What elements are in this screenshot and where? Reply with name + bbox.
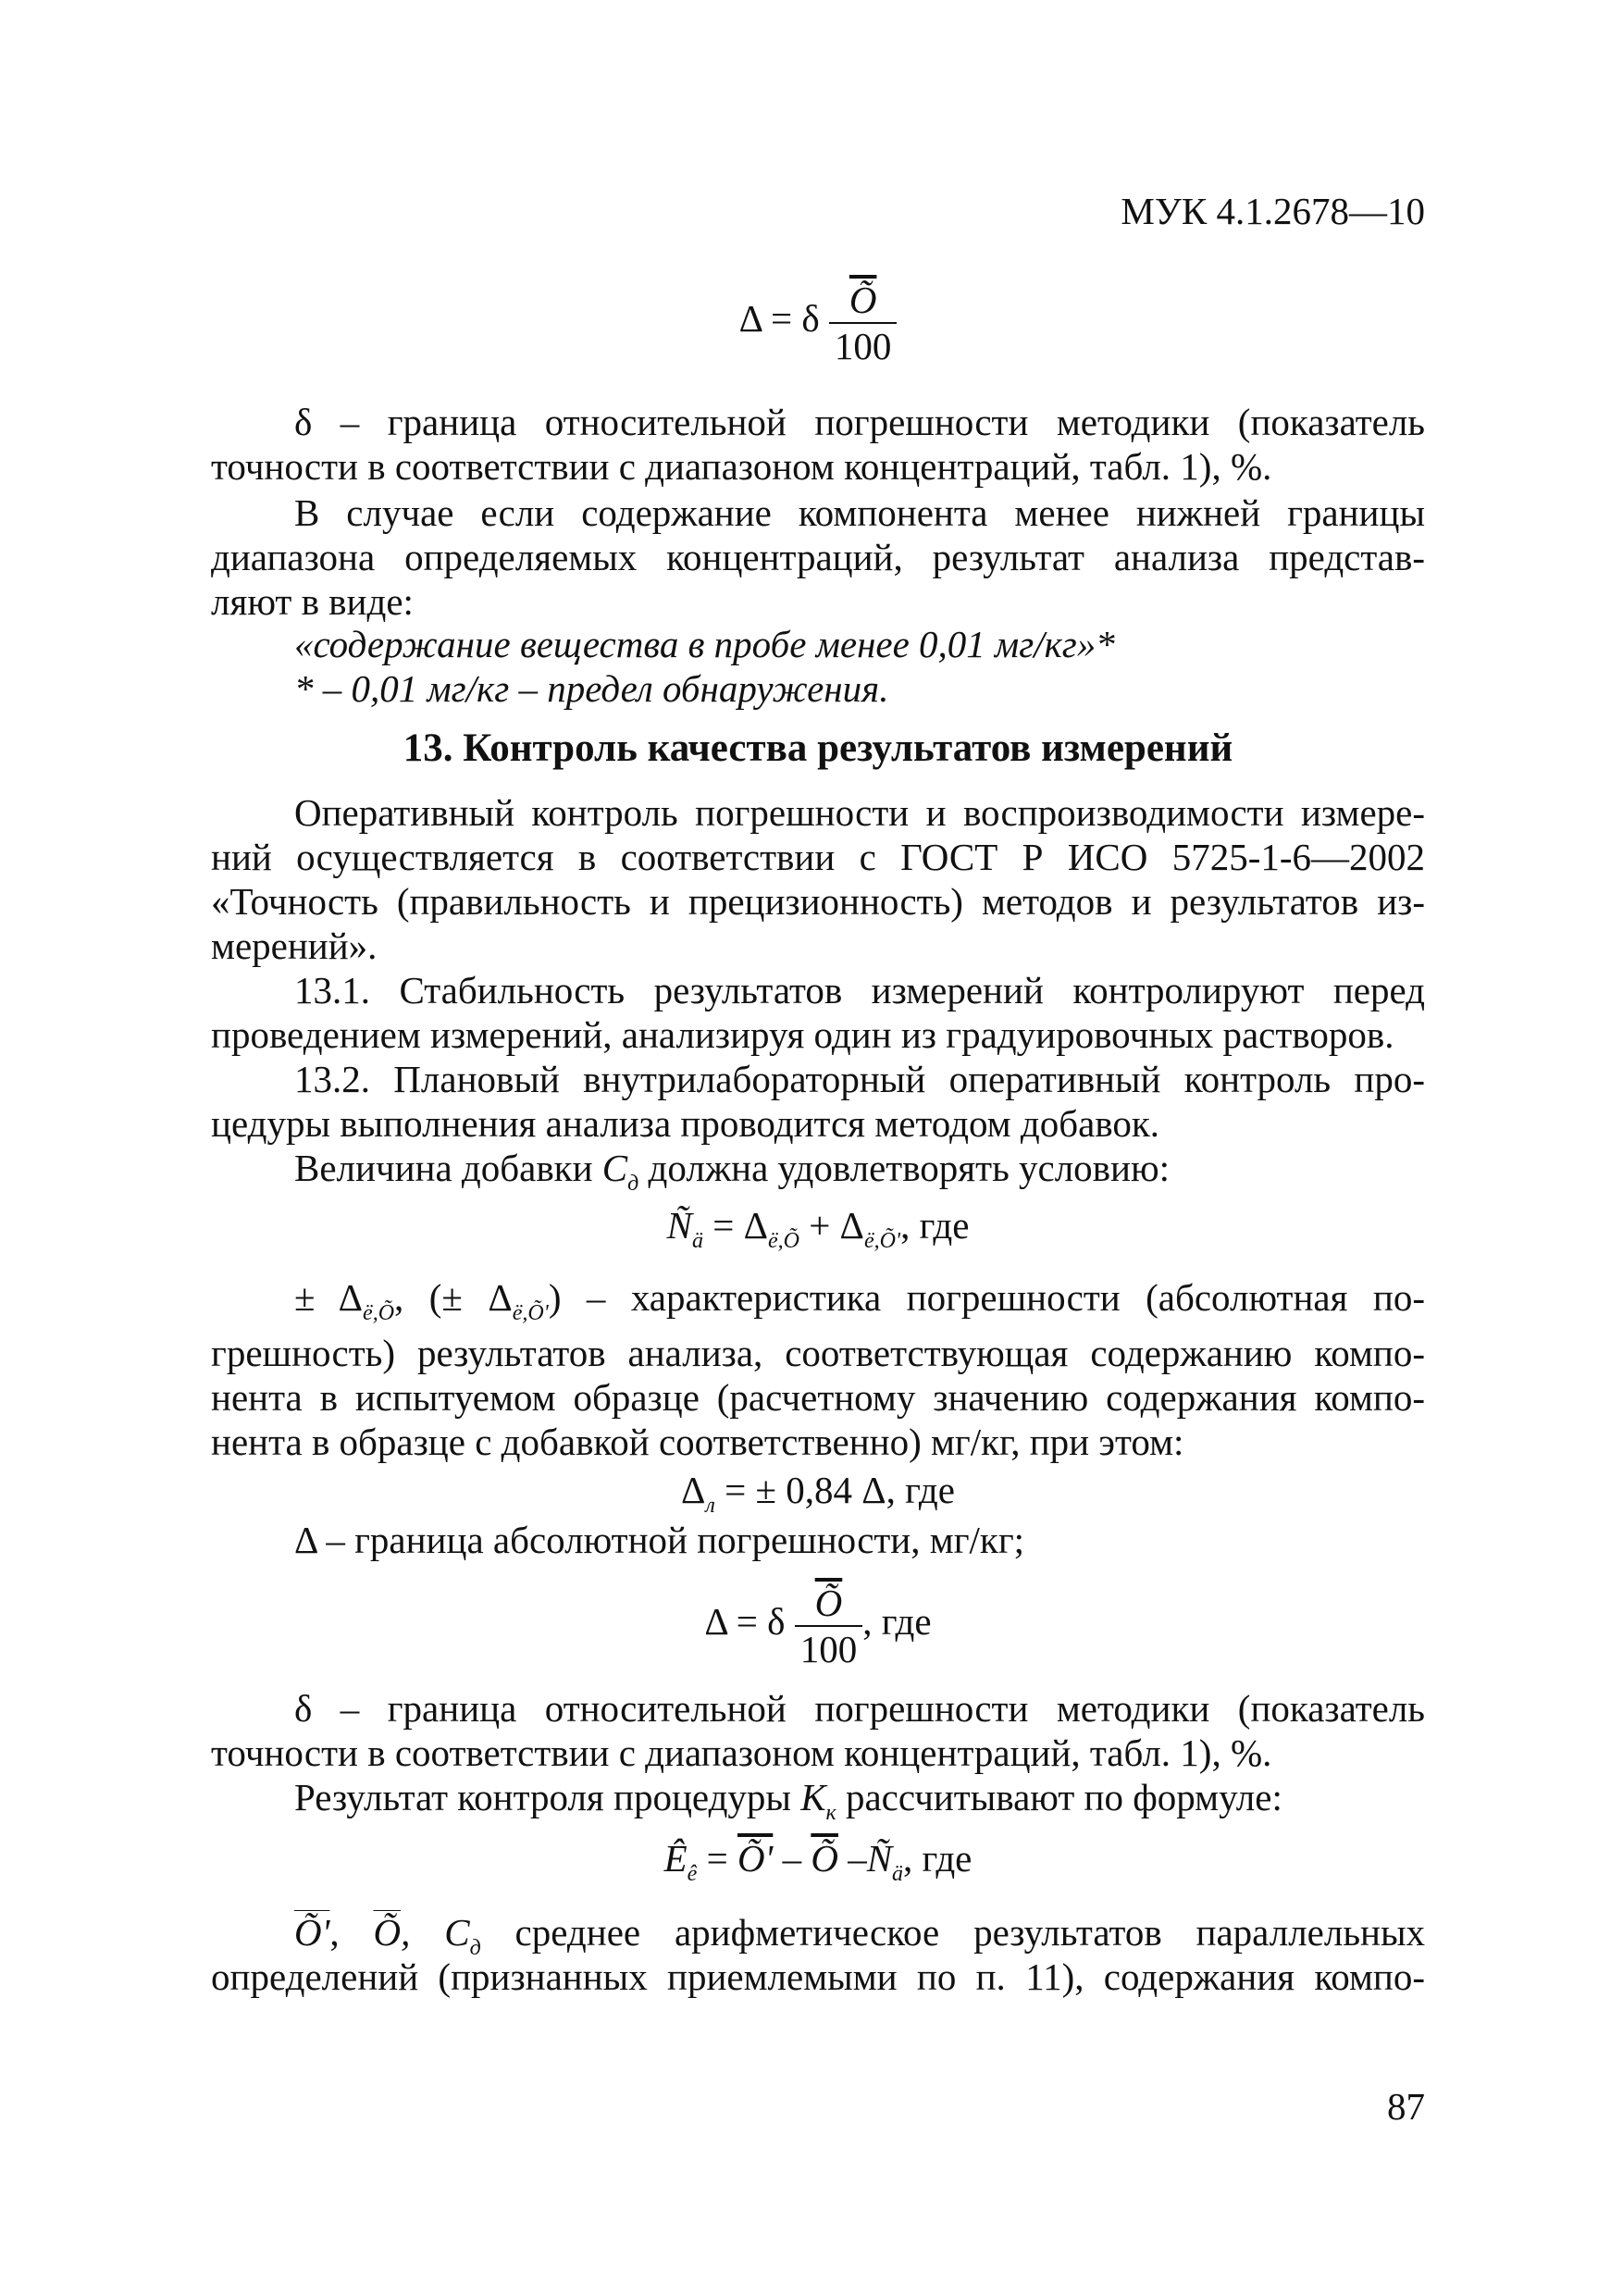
paragraph-mean-line-2: определений (признанных приемлемыми по п. 11), содержания компо- (211, 1955, 1425, 1998)
char-mid: , (± Δ (394, 1276, 513, 1319)
char-mid-subscript: ë,Õ' (512, 1301, 549, 1325)
symbol-subscript: д (627, 1172, 639, 1196)
paragraph-characteristic-line-1 (294, 1275, 1425, 1335)
paragraph-control-line-4: мерений». (211, 925, 378, 967)
paragraph-additive (294, 1146, 1170, 1206)
fraction (795, 1581, 863, 1671)
formula-rhs: = ± 0,84 Δ, где (714, 1469, 955, 1511)
formula-lhs: Δ = δ (738, 297, 820, 340)
formula-lhs: Δ (681, 1469, 706, 1511)
formula-lhs: Ê (663, 1837, 688, 1880)
quote-line-1: «содержание вещества в пробе менее 0,01 мг/кг»* (294, 623, 1115, 665)
formula-tail: , где (862, 1600, 932, 1643)
formula-additive-condition (211, 1203, 1425, 1263)
fraction (829, 278, 898, 368)
paragraph-case-line-2: диапазона определяемых концентраций, результат анализа представ- (211, 536, 1425, 578)
paragraph-characteristic-line-2: грешность) результатов анализа, соответствующая содержанию компо- (211, 1332, 1425, 1374)
additive-prefix: Величина добавки (294, 1147, 593, 1189)
formula-term-2: $\overline{Õ}$ (811, 1837, 838, 1880)
paragraph-case-line-3: ляют в виде: (211, 580, 414, 623)
fraction-denominator: 100 (795, 1625, 863, 1671)
mean-symbol-2: $\overline{Õ}$ (373, 1911, 402, 1954)
symbol-k: К (800, 1776, 826, 1818)
paragraph-delta-line-2: точности в соответствии с диапазоном концентраций, табл. 1), %. (211, 445, 1272, 488)
paragraph-characteristic-line-4: нента в образце с добавкой соответственно) мг/кг, при этом: (211, 1421, 1184, 1463)
paragraph-control-line-2: ний осуществляется в соответствии с ГОСТ Р ИСО 5725-1-6—2002 (211, 836, 1425, 878)
formula-delta-relative (211, 274, 1425, 368)
mean-symbol-3-subscript: д (469, 1936, 481, 1960)
paragraph-case-line-1: В случае если содержание компонента менее нижней границы (294, 491, 1425, 534)
paragraph-13-2-line-2: цедуры выполнения анализа проводится методом добавок. (211, 1102, 1160, 1145)
paragraph-13-1-line-1: 13.1. Стабильность результатов измерений контролируют перед (294, 969, 1425, 1011)
paragraph-absolute-error: Δ – граница абсолютной погрешности, мг/кг; (294, 1519, 1025, 1561)
formula-tail: , где (900, 1204, 970, 1247)
formula-equals-delta: = Δ (702, 1204, 768, 1247)
mean-symbol-1: Õ' (294, 1911, 330, 1954)
quote-line-2: * – 0,01 мг/кг – предел обнаружения. (294, 667, 889, 710)
mean-rest: среднее арифметическое результатов параллельных (480, 1911, 1425, 1954)
mean-symbol-3: , C (401, 1911, 470, 1954)
paragraph-characteristic-line-3: нента в испытуемом образце (расчетному значению содержания компо- (211, 1376, 1425, 1419)
symbol-subscript: к (825, 1801, 836, 1825)
fraction-numerator: $\overline{Õ}$ (849, 278, 877, 321)
result-prefix: Результат контроля процедуры (294, 1776, 791, 1818)
mean-separator: , (329, 1911, 374, 1954)
formula-control-result (211, 1836, 1425, 1896)
paragraph-delta2-line-1: δ – граница относительной погрешности методики (показатель (294, 1687, 1425, 1730)
paragraph-delta-line-1: δ – граница относительной погрешности методики (показатель (294, 401, 1425, 443)
formula-minus: – (773, 1837, 812, 1880)
result-suffix: рассчитывают по формуле: (845, 1776, 1282, 1818)
formula-lhs-subscript: ê (687, 1862, 698, 1886)
paragraph-control-line-3: «Точность (правильность и прецизионность) методов и результатов из- (211, 880, 1425, 923)
char-lead: ± Δ (294, 1276, 364, 1319)
formula-term-1: Õ' (737, 1837, 774, 1880)
char-rest: ) – характеристика погрешности (абсолютная по- (548, 1276, 1425, 1319)
formula-term-3: –Ñ (837, 1837, 893, 1880)
formula-lhs-subscript: ä (691, 1229, 703, 1253)
additive-symbol (601, 1147, 639, 1196)
document-code-header: МУК 4.1.2678—10 (1121, 190, 1425, 232)
formula-term-3-subscript: ä (892, 1862, 904, 1886)
paragraph-13-2-line-1: 13.2. Плановый внутрилабораторный оперативный контроль про- (294, 1058, 1425, 1100)
char-lead-subscript: ë,Õ (363, 1301, 395, 1325)
formula-subscript-2: ë,Õ' (863, 1229, 901, 1253)
formula-equals: = (697, 1837, 737, 1880)
fraction-numerator: $\overline{Õ}$ (814, 1581, 843, 1624)
formula-lhs-subscript: л (705, 1494, 715, 1518)
paragraph-delta2-line-2: точности в соответствии с диапазоном концентраций, табл. 1), %. (211, 1731, 1272, 1774)
paragraph-result (294, 1775, 1282, 1835)
symbol-c: C (601, 1147, 628, 1189)
formula-tail: , где (903, 1837, 973, 1880)
formula-subscript-1: ë,Õ (767, 1229, 799, 1253)
fraction-denominator: 100 (829, 322, 898, 368)
paragraph-control-line-1: Оперативный контроль погрешности и воспроизводимости измере- (294, 791, 1425, 834)
additive-suffix: должна удовлетворять условию: (648, 1147, 1170, 1189)
formula-plus-delta: + Δ (799, 1204, 864, 1247)
section-heading: 13. Контроль качества результатов измерений (403, 726, 1233, 770)
result-symbol (800, 1776, 836, 1825)
formula-delta-absolute (211, 1577, 1425, 1671)
page-number: 87 (1387, 2085, 1425, 2128)
formula-lhs: Ñ (666, 1204, 692, 1247)
paragraph-13-1-line-2: проведением измерений, анализируя один из градуировочных растворов. (211, 1013, 1394, 1056)
formula-lhs: Δ = δ (704, 1600, 786, 1643)
